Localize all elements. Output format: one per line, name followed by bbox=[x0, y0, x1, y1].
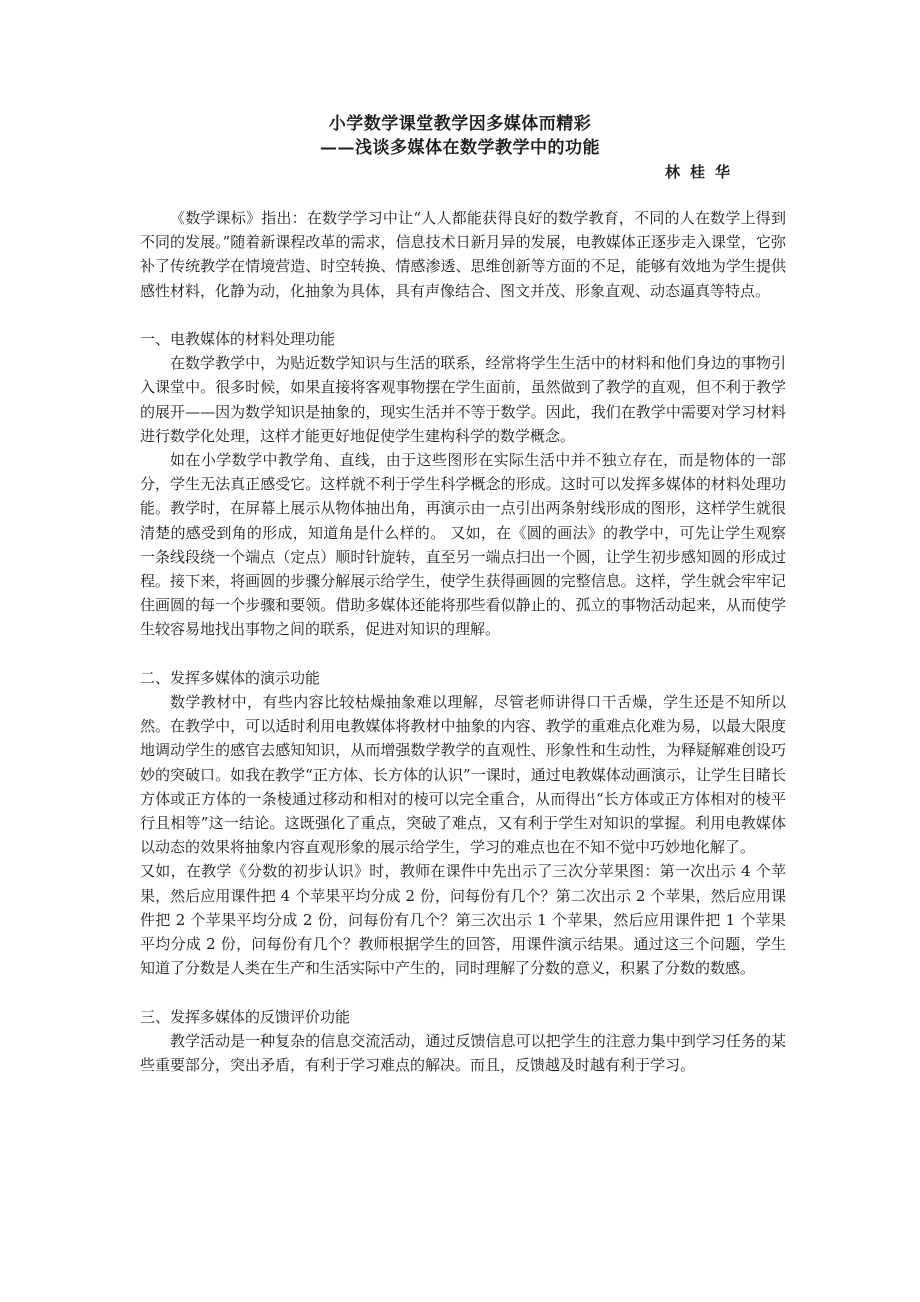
intro-paragraph: 《数学课标》指出：在数学学习中让“人人都能获得良好的数学教育，不同的人在数学上得到不同的发展。”随着新课程改革的需求，信息技术日新月异的发展，电教媒体正逐步走入课堂，它弥补了传统教学在情境营造、时空转换、情感渗透、思维创新等方面的不足，能够有效地为学生提供感性材料，化静为动，化抽象为具体，具有声像结合、图文并茂、形象直观、动态逼真等特点。 bbox=[140, 209, 786, 300]
section-heading-2: 二、发挥多媒体的演示功能 bbox=[140, 668, 321, 687]
section-1-paragraph-2: 如在小学数学中教学角、直线，由于这些图形在实际生活中并不独立存在，而是物体的一部分，学生无法真正感受它。这样就不利于学生科学概念的形成。这时可以发挥多媒体的材料处理功能。教学时，在屏幕上展示从物体抽出角，再演示由一点引出两条射线形成的图形，这样学生就很清楚的感受到角的形成，知道角是什么样的。 又如，在《圆的画法》的教学中，可先让学生观察一条线段绕一个端点（定点）顺时针旋转，直至另一端点扫出一个圆，让学生初步感知圆的形成过程。接下来，将画圆的步骤分解展示给学生，使学生获得画圆的完整信息。这样，学生就会牢牢记住画圆的每一个步骤和要领。借助多媒体还能将那些看似静止的、孤立的事物活动起来，从而使学生较容易地找出事物之间的联系，促进对知识的理解。 bbox=[140, 451, 786, 639]
title-block bbox=[0, 112, 920, 160]
section-heading-1: 一、电教媒体的材料处理功能 bbox=[140, 330, 336, 348]
document-title: 小学数学课堂教学因多媒体而精彩 bbox=[328, 114, 592, 134]
spacer bbox=[140, 303, 786, 327]
section-heading-3: 三、发挥多媒体的反馈评价功能 bbox=[140, 1007, 351, 1026]
section-2-paragraph-1: 数学教材中，有些内容比较枯燥抽象难以理解，尽管老师讲得口干舌燥，学生还是不知所以然。在教学中，可以适时利用电教媒体将教材中抽象的内容、教学的重难点化难为易，以最大限度地调动学生的感官去感知知识，从而增强数学教学的直观性、形象性和生动性，为释疑解难创设巧妙的突破口。如我在教学“正方体、长方体的认识”一课时，通过电教媒体动画演示，让学生目睹长方体或正方体的一条棱通过移动和相对的棱可以完全重合，从而得出“长方体或正方体相对的棱平行且相等”这一结论。这既强化了重点，突破了难点，又有利于学生对知识的掌握。利用电教媒体以动态的效果将抽象内容直观形象的展示给学生，学习的难点也在不知不觉中巧妙地化解了。 bbox=[140, 693, 786, 857]
section-2-paragraph-2: 又如，在教学《分数的初步认识》时，教师在课件中先出示了三次分苹果图：第一次出示 4 个苹果，然后应用课件把 4 个苹果平均分成 2 份，问每份有几个？第二次出示 2 个苹果，然后应用课件把 2 个苹果平均分成 2 份，问每份有几个？第三次出示 1 个苹果，然后应用课件把 1 个苹果平均分成 2 份，问每份有几个？教师根据学生的回答，用课件演示结果。通过这三个问题，学生知道了分数是人类在生产和生活实际中产生的，同时理解了分数的意义，积累了分数的数感。 bbox=[140, 862, 786, 978]
section-1-paragraph-1: 在数学教学中，为贴近数学知识与生活的联系，经常将学生生活中的材料和他们身边的事物引入课堂中。很多时候，如果直接将客观事物摆在学生面前，虽然做到了教学的直观，但不利于教学的展开——因为数学知识是抽象的，现实生活并不等于数学。因此，我们在教学中需要对学习材料进行数学化处理，这样才能更好地促使学生建构科学的数学概念。 bbox=[140, 354, 786, 445]
document-body bbox=[140, 206, 786, 1077]
document-subtitle: ——浅谈多媒体在数学教学中的功能 bbox=[320, 138, 600, 158]
author-name: 林桂华 bbox=[665, 163, 741, 181]
spacer bbox=[140, 980, 786, 1004]
spacer bbox=[140, 642, 786, 666]
section-3-paragraph-1: 教学活动是一种复杂的信息交流活动，通过反馈信息可以把学生的注意力集中到学习任务的某些重要部分，突出矛盾，有利于学习难点的解决。而且，反馈越及时越有利于学习。 bbox=[140, 1031, 786, 1075]
